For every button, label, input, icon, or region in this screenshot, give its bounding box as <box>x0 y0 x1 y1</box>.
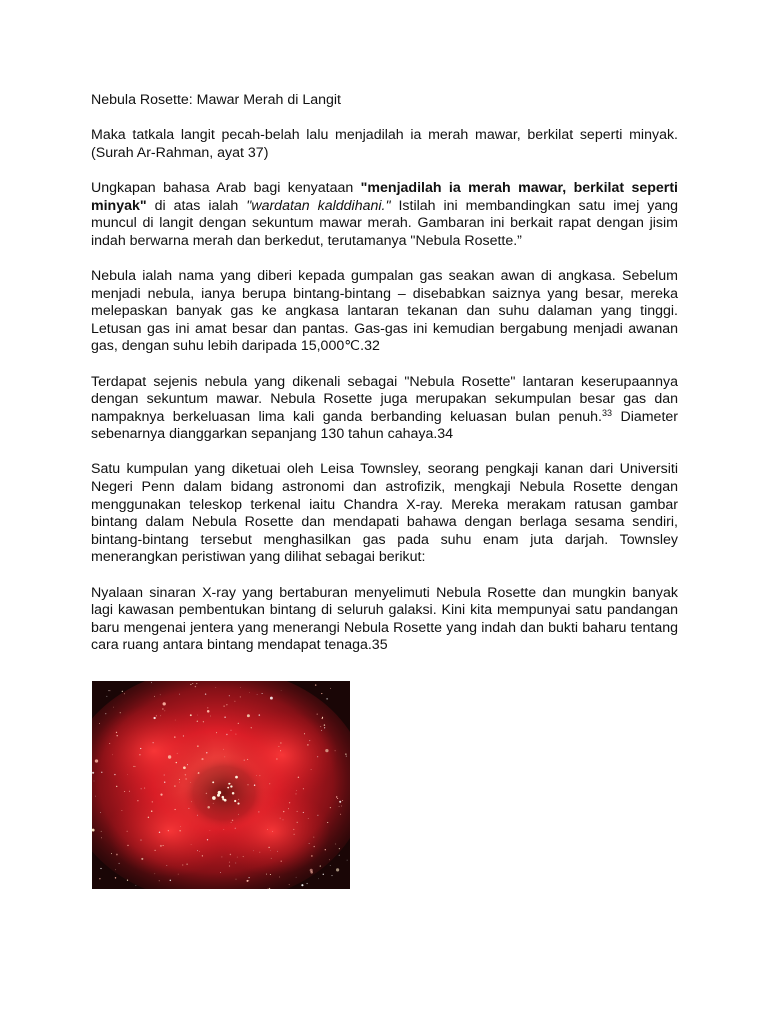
star <box>168 830 169 831</box>
star <box>301 884 303 886</box>
star <box>159 832 160 833</box>
star <box>144 788 145 789</box>
star <box>202 855 203 856</box>
star <box>116 735 117 736</box>
star <box>335 750 336 751</box>
star <box>226 734 227 735</box>
star <box>221 856 222 857</box>
star <box>288 808 289 809</box>
star <box>163 702 166 705</box>
star <box>234 701 235 702</box>
star <box>289 802 290 803</box>
cluster-star <box>237 803 239 805</box>
star <box>207 839 208 840</box>
star <box>341 806 342 807</box>
star <box>175 720 176 721</box>
star <box>283 811 284 812</box>
star <box>298 777 299 778</box>
star <box>272 831 273 832</box>
paragraph-text: di atas ialah <box>146 197 247 214</box>
star <box>251 727 252 728</box>
star <box>303 812 304 813</box>
document-title: Nebula Rosette: Mawar Merah di Langit <box>91 92 341 108</box>
star <box>99 878 100 879</box>
star <box>197 815 198 816</box>
star <box>166 865 167 866</box>
star <box>235 863 236 864</box>
star <box>162 708 163 709</box>
star <box>188 808 189 809</box>
star <box>92 772 94 774</box>
star <box>238 723 239 724</box>
cluster-star <box>212 781 214 783</box>
star <box>99 723 100 724</box>
star <box>127 845 128 846</box>
star <box>159 880 160 881</box>
star <box>339 855 340 856</box>
star <box>240 696 241 697</box>
star <box>141 858 143 860</box>
document-body <box>91 92 678 673</box>
star <box>179 779 180 780</box>
star <box>216 732 217 733</box>
star <box>322 717 323 718</box>
star <box>152 801 153 802</box>
star <box>199 851 200 852</box>
star <box>109 690 110 691</box>
star <box>164 710 165 711</box>
star <box>141 788 142 789</box>
star <box>105 713 106 714</box>
star <box>153 742 154 743</box>
star <box>281 690 282 691</box>
rosette-description-paragraph <box>91 374 678 444</box>
star <box>210 830 211 831</box>
star <box>112 755 113 756</box>
footnote-marker: 33 <box>601 407 612 418</box>
star <box>270 874 271 875</box>
star <box>249 692 250 693</box>
star <box>256 775 257 776</box>
star <box>238 799 239 800</box>
nebula-definition-paragraph: Nebula ialah nama yang diberi kepada gumpalan gas seakan awan di angkasa. Sebelum menjadi nebula, ianya berupa bintang-bintang – disebabkan saiznya yang besar, mereka melepaskan banyak gas ke angkasa lantaran tekanan dan suhu dalaman yang tinggi. Letusan gas ini amat besar dan pantas. Gas-gas ini kemudian bergabung menjadi awanan gas, dengan suhu lebih daripada 15,000℃.32 <box>91 267 678 355</box>
star <box>101 837 102 838</box>
star <box>294 834 295 835</box>
star <box>326 698 327 699</box>
star <box>324 727 325 728</box>
star <box>120 712 121 713</box>
star <box>230 854 231 855</box>
star <box>191 801 192 802</box>
star <box>240 687 241 688</box>
star <box>160 845 162 847</box>
star <box>153 717 155 719</box>
star <box>246 880 248 882</box>
star <box>140 840 141 841</box>
star <box>164 782 165 783</box>
cluster-star <box>212 796 216 800</box>
star <box>94 781 95 782</box>
star <box>336 796 337 797</box>
star <box>314 846 315 847</box>
star <box>95 796 96 797</box>
star <box>215 687 216 688</box>
star <box>154 873 155 874</box>
star <box>310 869 313 872</box>
star <box>248 877 249 878</box>
star <box>296 793 297 794</box>
star <box>268 847 269 848</box>
star <box>185 778 186 779</box>
cluster-star <box>222 796 225 799</box>
star <box>270 850 271 851</box>
star <box>280 742 281 743</box>
star <box>247 714 250 717</box>
star <box>315 684 316 685</box>
star <box>339 806 340 807</box>
star <box>115 869 116 870</box>
star <box>304 733 305 734</box>
star <box>101 772 102 773</box>
star <box>203 721 204 722</box>
star <box>247 759 248 760</box>
nebula-photo <box>92 681 350 889</box>
star <box>266 874 267 875</box>
star <box>340 814 341 815</box>
star <box>297 811 298 812</box>
star <box>269 783 270 784</box>
star <box>154 696 155 697</box>
star <box>320 726 321 727</box>
star <box>95 759 98 762</box>
star <box>320 865 321 866</box>
star <box>226 704 227 705</box>
star <box>277 851 278 852</box>
star <box>139 754 140 755</box>
star <box>124 791 125 792</box>
star <box>307 744 308 745</box>
cluster-star <box>227 787 229 789</box>
star <box>223 705 224 706</box>
star <box>197 850 198 851</box>
star <box>213 803 214 804</box>
star <box>116 854 118 856</box>
star <box>260 775 261 776</box>
star <box>210 716 211 717</box>
star <box>177 753 178 754</box>
star <box>258 811 259 812</box>
star <box>198 772 199 773</box>
star <box>100 868 101 869</box>
star <box>164 774 165 775</box>
star <box>339 801 341 803</box>
star <box>187 764 188 765</box>
star <box>178 874 179 875</box>
star <box>148 817 149 818</box>
star <box>238 814 239 815</box>
star <box>311 855 312 856</box>
star <box>276 758 277 759</box>
star <box>180 826 181 827</box>
star <box>281 861 282 862</box>
star <box>330 807 331 808</box>
star <box>124 693 125 694</box>
star <box>115 877 116 878</box>
star <box>311 769 312 770</box>
star <box>283 820 284 821</box>
star <box>129 791 130 792</box>
star <box>190 782 191 783</box>
paragraph-text: Terdapat sejenis nebula yang dikenali sebagai "Nebula Rosette" lantaran keserupaannya dengan sekuntum mawar. Nebula Rosette juga merupakan sekumpulan besar gas dan nampaknya berkeluasan lima kali ganda berbanding keluasan bulan penuh. <box>91 373 678 425</box>
star <box>179 830 180 831</box>
star <box>346 756 347 757</box>
paragraph-text: Ungkapan bahasa Arab bagi kenyataan <box>91 179 361 196</box>
star <box>247 784 248 785</box>
star <box>107 696 108 697</box>
star <box>111 853 112 854</box>
star <box>127 774 128 775</box>
star <box>267 829 268 830</box>
star <box>197 721 198 722</box>
star <box>236 879 237 880</box>
quote-townsley-paragraph: Nyalaan sinaran X-ray yang bertaburan menyelimuti Nebula Rosette dan mungkin banyak lagi kawasan pembentukan bintang di seluruh galaksi. Kini kita mempunyai satu pandangan baru mengenai jentera yang menerangi Nebula Rosette yang indah dan bukti baharu tentang cara ruang antara bintang mendapat tenaga.35 <box>91 584 678 654</box>
cluster-star <box>218 791 222 795</box>
star <box>206 752 207 753</box>
star <box>249 880 250 881</box>
star <box>109 743 110 744</box>
star <box>197 745 198 746</box>
star <box>342 800 343 801</box>
star <box>325 849 326 850</box>
star <box>174 736 175 737</box>
star <box>119 863 120 864</box>
star <box>296 877 297 878</box>
star <box>313 837 314 838</box>
star <box>179 694 180 695</box>
star <box>337 798 338 799</box>
star <box>317 815 318 816</box>
paragraph-text: Istilah ini membandingkan satu imej yang muncul di langit dengan sekuntum mawar merah. Gambaran ini berkait rapat dengan jisim indah berwarna merah dan berkedut, terutamanya "Nebula Rosette.” <box>91 197 678 249</box>
star <box>309 843 310 844</box>
star <box>207 806 210 809</box>
research-paragraph: Satu kumpulan yang diketuai oleh Leisa Townsley, seorang pengkaji kanan dari Universiti Negeri Penn dalam bidang astronomi dan astrofizik, mengkaji Nebula Rosette dengan menggunakan teleskop terkenal iaitu Chandra X-ray. Mereka merakam ratusan gambar bintang dalam Nebula Rosette dan mendapati bahawa dengan berlaga sesama sendiri, bintang-bintang tersebut menghasilkan gas pada suhu enam juta darjah. Townsley menerangkan peristiwan yang dilihat sebagai berikut: <box>91 461 678 566</box>
star <box>289 884 290 885</box>
star <box>116 786 117 787</box>
star <box>151 810 152 811</box>
star <box>163 845 164 846</box>
star <box>182 865 183 866</box>
star <box>262 693 263 694</box>
star <box>259 714 260 715</box>
star <box>206 793 207 794</box>
star <box>339 848 340 849</box>
star <box>229 865 230 866</box>
star <box>231 730 232 731</box>
quote-paragraph: Maka tatkala langit pecah-belah lalu menjadilah ia merah mawar, berkilat seperti minyak. (Surah Ar-Rahman, ayat 37) <box>91 127 678 161</box>
star <box>336 868 339 871</box>
star <box>179 782 180 783</box>
star <box>136 885 137 886</box>
star <box>231 822 232 823</box>
star <box>174 809 175 810</box>
star <box>127 880 128 881</box>
star <box>224 757 225 758</box>
star <box>207 710 210 713</box>
star <box>293 829 294 830</box>
star <box>280 818 281 819</box>
star <box>160 694 161 695</box>
star <box>160 794 162 796</box>
star <box>196 683 197 684</box>
star <box>135 766 136 767</box>
bold-quote: "menjadilah ia merah mawar, berkilat seperti minyak" <box>91 179 678 214</box>
star <box>176 762 177 763</box>
star <box>151 682 152 683</box>
star <box>121 810 122 811</box>
star <box>127 831 128 832</box>
star <box>190 714 192 716</box>
star <box>168 755 171 758</box>
star <box>296 790 297 791</box>
star <box>140 748 141 749</box>
star <box>317 714 318 715</box>
star <box>324 724 325 725</box>
cluster-star <box>230 785 232 787</box>
star <box>235 734 236 735</box>
star <box>160 715 161 716</box>
star <box>192 683 193 684</box>
star <box>122 691 123 692</box>
star <box>108 690 109 691</box>
star <box>307 883 308 884</box>
star <box>327 822 328 823</box>
star <box>205 693 206 694</box>
star <box>270 697 273 700</box>
star <box>197 715 198 716</box>
star <box>330 865 331 866</box>
star <box>303 788 304 789</box>
star <box>190 684 191 685</box>
star <box>224 717 225 718</box>
star <box>308 818 309 819</box>
star <box>280 750 281 751</box>
star <box>322 718 323 719</box>
star <box>317 756 318 757</box>
star <box>154 850 155 851</box>
star <box>331 875 332 876</box>
star <box>207 707 208 708</box>
italic-term: "wardatan kalddihani." <box>246 197 391 214</box>
star <box>229 695 230 696</box>
star <box>243 856 244 857</box>
star <box>191 844 192 845</box>
star <box>195 686 196 687</box>
star <box>244 760 245 761</box>
star <box>174 785 175 786</box>
star <box>318 878 319 879</box>
star <box>183 766 186 769</box>
star <box>185 774 186 775</box>
star <box>237 857 238 858</box>
star <box>100 812 101 813</box>
star <box>156 715 157 716</box>
star <box>321 730 322 731</box>
star <box>113 707 114 708</box>
cluster-star <box>228 783 230 785</box>
star <box>345 753 346 754</box>
star <box>229 862 230 863</box>
star <box>101 831 102 832</box>
nebula-illustration <box>92 681 350 889</box>
star <box>330 688 331 689</box>
star <box>278 746 279 747</box>
star <box>257 694 258 695</box>
star <box>325 749 328 752</box>
star <box>201 758 203 760</box>
cluster-star <box>232 792 235 795</box>
star <box>137 800 138 801</box>
star <box>309 740 310 741</box>
star <box>279 876 280 877</box>
phrase-explanation-paragraph <box>91 180 678 250</box>
star <box>183 735 184 736</box>
cluster-star <box>235 776 238 779</box>
star <box>321 693 322 694</box>
cluster-star <box>224 799 227 802</box>
cluster-star <box>234 800 236 802</box>
star <box>114 774 115 775</box>
star <box>323 874 324 875</box>
star <box>170 880 171 881</box>
star <box>186 864 187 865</box>
star <box>235 828 236 829</box>
star <box>335 844 336 845</box>
star <box>297 822 298 823</box>
star <box>116 732 117 733</box>
star <box>223 829 224 830</box>
star <box>253 850 254 851</box>
star <box>254 784 255 785</box>
star <box>271 858 272 859</box>
star <box>133 766 134 767</box>
star <box>223 749 224 750</box>
star <box>347 860 348 861</box>
paragraph-text: Diameter sebenarnya dianggarkan sepanjang 130 tahun cahaya.34 <box>91 408 678 443</box>
star <box>232 820 233 821</box>
star <box>329 859 330 860</box>
star <box>259 852 260 853</box>
star <box>220 872 221 873</box>
